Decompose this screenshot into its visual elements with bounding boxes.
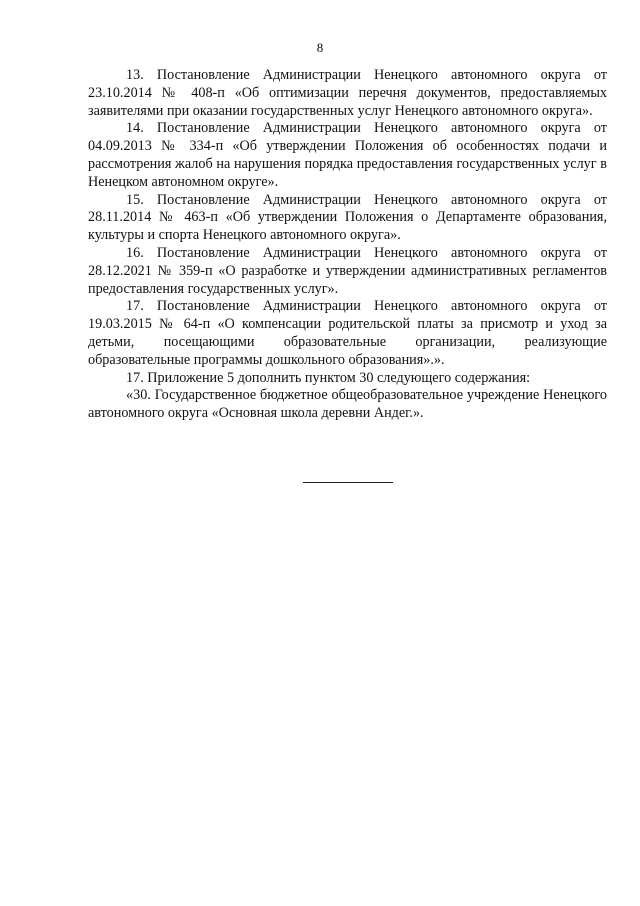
paragraph-amendment: 17. Приложение 5 дополнить пунктом 30 следующего содержания: [126, 369, 531, 386]
page-number: 8 [316, 40, 324, 55]
paragraph-item-15: 15. Постановление Администрации Ненецкого автономного округа от 28.11.2014 № 463-п «Об утверждении Положения о Департаменте образования, культуры и спорта Ненецкого автономного округа». [88, 191, 607, 244]
paragraph-item-13: 13. Постановление Администрации Ненецкого автономного округа от 23.10.2014 № 408-п «Об оптимизации перечня документов, предоставляемых заявителями при оказании государственных услуг Ненецкого автономного округа». [88, 67, 607, 119]
paragraph-quoted-item-30: «30. Государственное бюджетное общеобразовательное учреждение Ненецкого автономного округа «Основная школа деревни Андег.». [88, 387, 607, 422]
paragraph-item-16: 16. Постановление Администрации Ненецкого автономного округа от 28.12.2021 № 359-п «О разработке и утверждении административных регламентов предоставления государственных услуг». [88, 244, 607, 297]
paragraph-item-17: 17. Постановление Администрации Ненецкого автономного округа от 19.03.2015 № 64-п «О компенсации родительской платы за присмотр и уход за детьми, посещающими образовательные организации, реализующие образовательные программы дошкольного образования».». [88, 298, 607, 368]
end-divider-line [303, 482, 393, 483]
paragraph-item-14: 14. Постановление Администрации Ненецкого автономного округа от 04.09.2013 № 334-п «Об утверждении Положения об особенностях подачи и рассмотрения жалоб на нарушения порядка предоставления государственных услуг в Ненецком автономном округе». [88, 120, 607, 190]
document-body [88, 67, 607, 423]
